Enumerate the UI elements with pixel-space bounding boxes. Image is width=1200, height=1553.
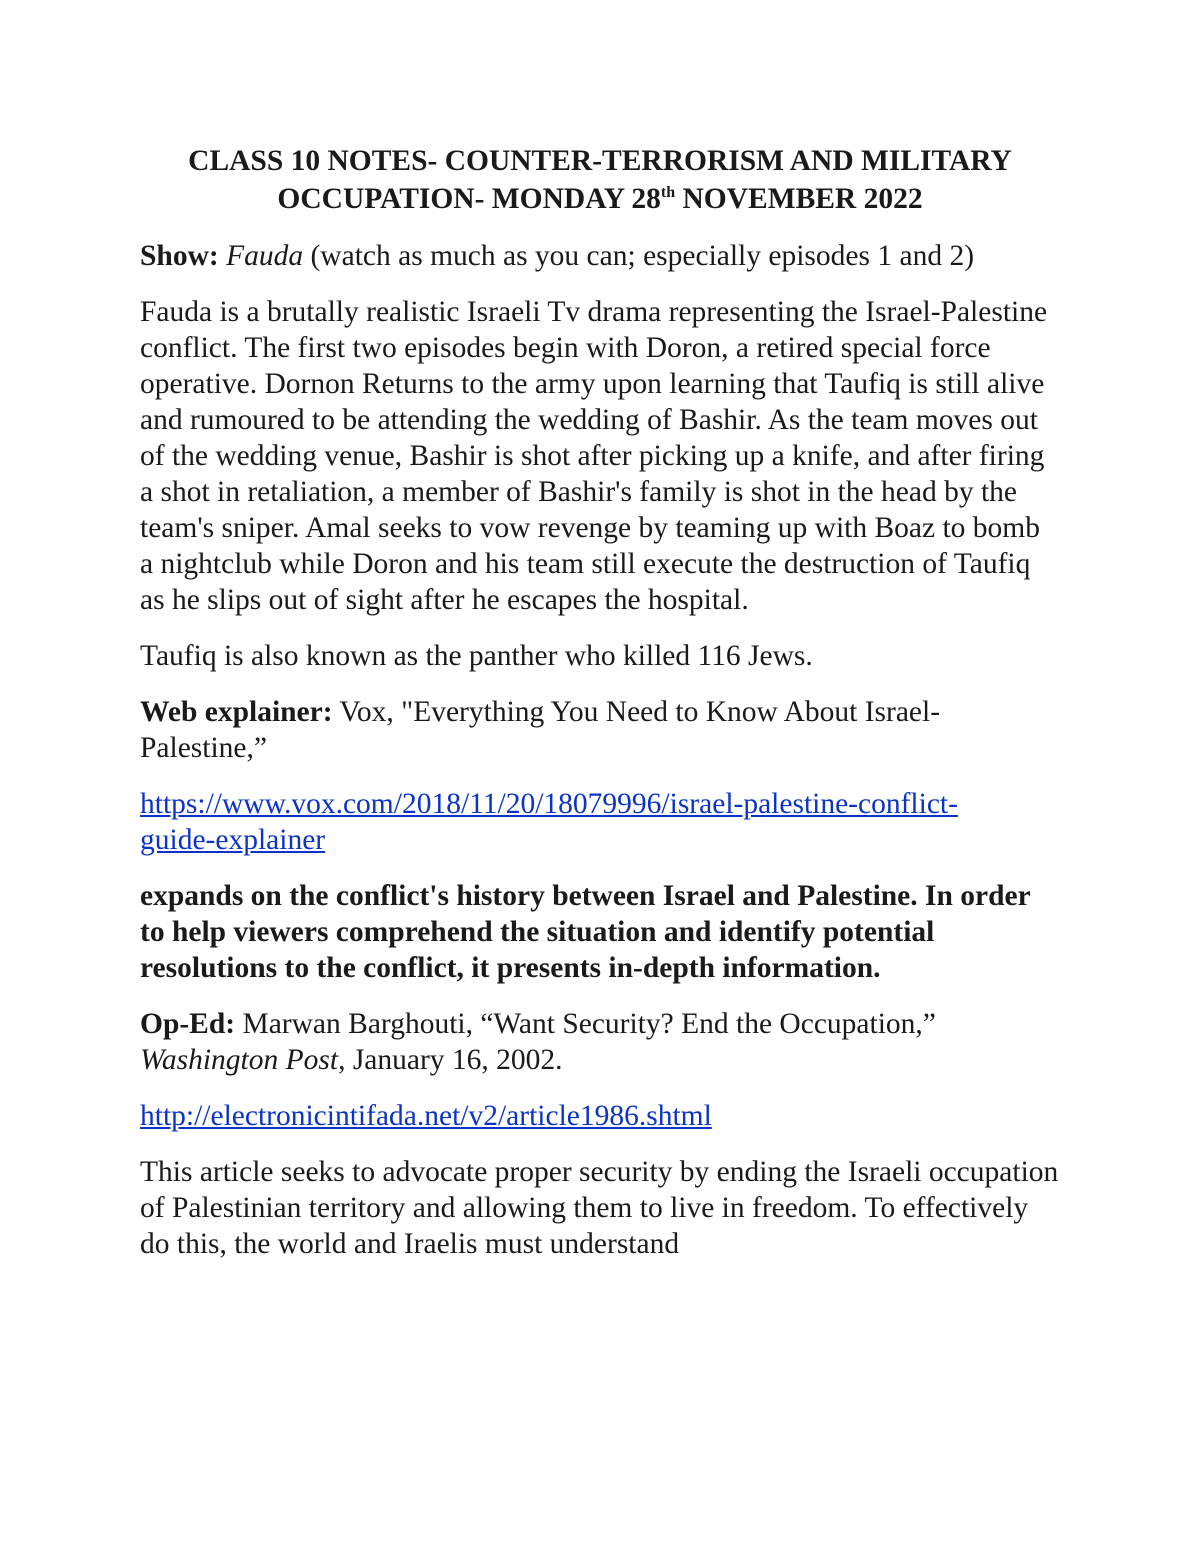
show-paragraph <box>140 238 1060 274</box>
title-line-2-end: NOVEMBER 2022 <box>675 183 923 215</box>
show-title: Fauda <box>226 240 304 272</box>
document-page <box>140 142 1060 1282</box>
title-line-2 <box>140 180 1060 218</box>
op-ed-link[interactable]: http://electronicintifada.net/v2/article1986.shtml <box>140 1100 712 1132</box>
op-ed-citation-start: Marwan Barghouti, “Want Security? End the Occupation,” <box>235 1008 936 1040</box>
op-ed-link-paragraph <box>140 1098 1060 1134</box>
show-label: Show: <box>140 240 219 272</box>
vox-link[interactable] <box>140 788 958 856</box>
web-explainer-citation: Vox, "Everything You Need to Know About Israel-Palestine,” <box>140 696 941 764</box>
op-ed-citation-end: , January 16, 2002. <box>338 1044 563 1076</box>
web-explainer-description: expands on the conflict's history between Israel and Palestine. In order to help viewers comprehend the situation and identify potential resolutions to the conflict, it presents in-depth information. <box>140 880 1031 984</box>
title-line-1: CLASS 10 NOTES- COUNTER-TERRORISM AND MILITARY <box>188 145 1012 177</box>
show-note: (watch as much as you can; especially episodes 1 and 2) <box>303 240 975 272</box>
vox-link-line-2: guide-explainer <box>140 824 326 856</box>
vox-link-line-1: https://www.vox.com/2018/11/20/18079996/israel-palestine-conflict- <box>140 788 958 820</box>
op-ed-label: Op-Ed: <box>140 1008 236 1040</box>
web-explainer-label: Web explainer: <box>140 696 333 728</box>
summary-paragraph: Fauda is a brutally realistic Israeli Tv drama representing the Israel-Palestine conflict. The first two episodes begin with Doron, a retired special force operative. Dornon Returns to the army upon learning that Taufiq is still alive and rumoured to be attending the wedding of Bashir. As the team moves out of the wedding venue, Bashir is shot after picking up a knife, and after firing a shot in retaliation, a member of Bashir's family is shot in the head by the team's sniper. Amal seeks to vow revenge by teaming up with Boaz to bomb a nightclub while Doron and his team still execute the destruction of Taufiq as he slips out of sight after he escapes the hospital. <box>140 296 1048 616</box>
web-explainer-paragraph <box>140 694 1060 766</box>
vox-link-paragraph <box>140 786 1060 858</box>
op-ed-description: This article seeks to advocate proper security by ending the Israeli occupation of Palestinian territory and allowing them to live in freedom. To effectively do this, the world and Iraelis must understand <box>140 1156 1059 1260</box>
document-title <box>140 142 1060 218</box>
title-line-2-start: OCCUPATION- MONDAY 28 <box>277 183 661 215</box>
op-ed-publication: Washington Post <box>140 1044 339 1076</box>
title-ordinal-suffix: th <box>660 184 676 201</box>
op-ed-paragraph <box>140 1006 1060 1078</box>
taufiq-paragraph: Taufiq is also known as the panther who killed 116 Jews. <box>140 640 813 672</box>
